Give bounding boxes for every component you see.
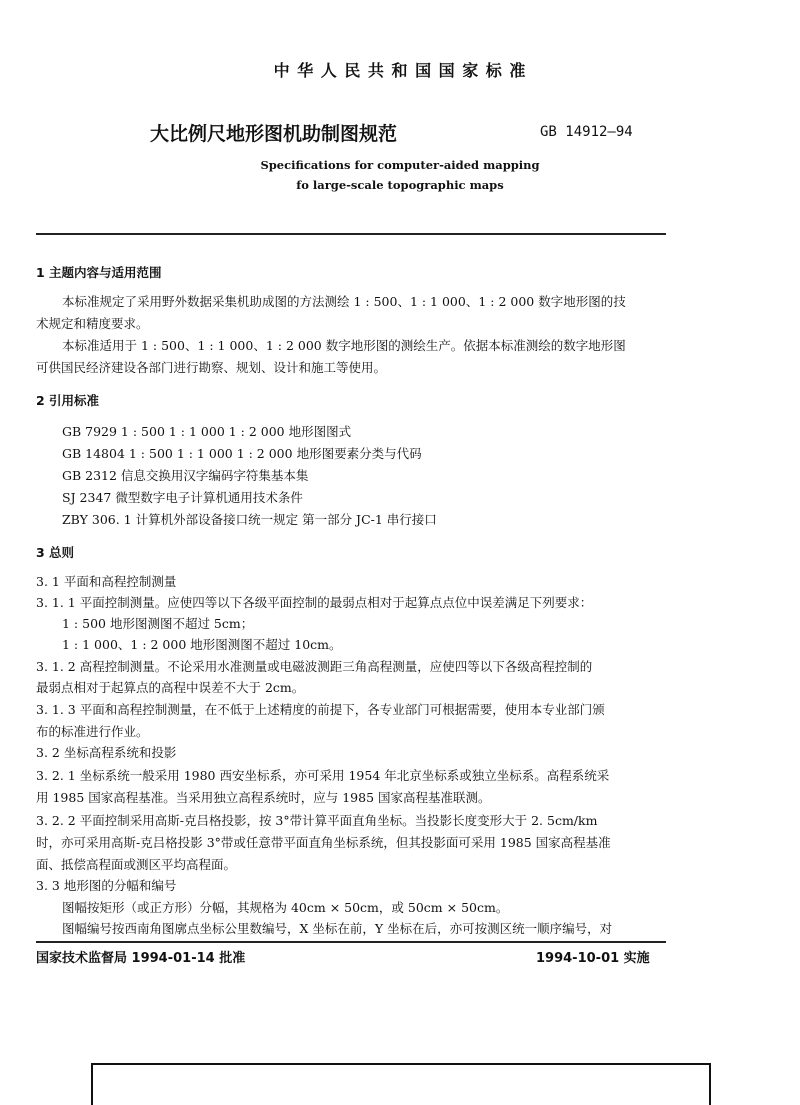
clause-3-2-1-line-2: 用 1985 国家高程基准。当采用独立高程系统时，应与 1985 国家高程基准联测。 (36, 790, 491, 805)
subsection-3-2-heading: 3. 2 坐标高程系统和投影 (36, 745, 177, 760)
clause-3-3-line-2: 图幅编号按西南角图廓点坐标公里数编号，X 坐标在前，Y 坐标在后，亦可按测区统一顺序编号，对 (62, 921, 613, 936)
reference-item: ZBY 306. 1 计算机外部设备接口统一规定 第一部分 JC-1 串行接口 (62, 512, 437, 527)
clause-3-2-2-line-3: 面、抵偿高程面或测区平均高程面。 (36, 857, 237, 872)
implementation-date: 1994-10-01 实施 (536, 951, 650, 966)
clause-3-1-1-line-2: 1 : 500 地形图测图不超过 5cm； (62, 616, 254, 631)
national-standard-label: 中 华 人 民 共 和 国 国 家 标 准 (273, 61, 527, 80)
subsection-3-1-heading: 3. 1 平面和高程控制测量 (36, 574, 177, 589)
paragraph-1-line-1: 本标准规定了采用野外数据采集机助成图的方法测绘 1 : 500、1 : 1 000、1 : 2 000 数字地形图的技 (62, 294, 626, 309)
next-page-frame (91, 1063, 711, 1105)
reference-item: SJ 2347 微型数字电子计算机通用技术条件 (62, 490, 303, 505)
reference-item: GB 14804 1 : 500 1 : 1 000 1 : 2 000 地形图要素分类与代码 (62, 446, 422, 461)
document-title-en-line1: Specifications for computer-aided mapping (260, 158, 540, 172)
section-2-heading: 2 引用标准 (36, 393, 100, 408)
section-3-heading: 3 总则 (36, 545, 75, 560)
document-title-cn: 大比例尺地形图机助制图规范 (150, 123, 398, 145)
reference-item: GB 2312 信息交换用汉字编码字符集基本集 (62, 468, 309, 483)
document-title-en-line2: fo large-scale topographic maps (296, 178, 504, 192)
clause-3-1-2-line-1: 3. 1. 2 高程控制测量。不论采用水准测量或电磁波测距三角高程测量，应使四等以下各级高程控制的 (36, 659, 593, 674)
clause-3-1-3-line-2: 布的标准进行作业。 (36, 724, 149, 739)
clause-3-2-2-line-1: 3. 2. 2 平面控制采用高斯-克吕格投影，按 3°带计算平面直角坐标。当投影长度变形大于 2. 5cm/km (36, 813, 598, 828)
paragraph-2-line-2: 可供国民经济建设各部门进行勘察、规划、设计和施工等使用。 (36, 360, 387, 375)
paragraph-1-line-2: 术规定和精度要求。 (36, 316, 149, 331)
header-divider (36, 233, 666, 235)
clause-3-1-1-line-1: 3. 1. 1 平面控制测量。应使四等以下各级平面控制的最弱点相对于起算点点位中误差满足下列要求： (36, 595, 593, 610)
section-1-heading: 1 主题内容与适用范围 (36, 265, 162, 280)
clause-3-1-3-line-1: 3. 1. 3 平面和高程控制测量，在不低于上述精度的前提下，各专业部门可根据需要，使用本专业部门颁 (36, 702, 605, 717)
paragraph-2-line-1: 本标准适用于 1 : 500、1 : 1 000、1 : 2 000 数字地形图的测绘生产。依据本标准测绘的数字地形图 (62, 338, 626, 353)
reference-item: GB 7929 1 : 500 1 : 1 000 1 : 2 000 地形图图式 (62, 424, 352, 439)
footer-divider (36, 941, 666, 943)
clause-3-1-2-line-2: 最弱点相对于起算点的高程中误差不大于 2cm。 (36, 680, 305, 695)
clause-3-1-1-line-3: 1 : 1 000、1 : 2 000 地形图测图不超过 10cm。 (62, 637, 342, 652)
clause-3-2-1-line-1: 3. 2. 1 坐标系统一般采用 1980 西安坐标系，亦可采用 1954 年北京坐标系或独立坐标系。高程系统采 (36, 768, 610, 783)
clause-3-2-2-line-2: 时，亦可采用高斯-克吕格投影 3°带或任意带平面直角坐标系统，但其投影面可采用 1985 国家高程基准 (36, 835, 611, 850)
clause-3-3-line-1: 图幅按矩形（或正方形）分幅，其规格为 40cm × 50cm，或 50cm × 50cm。 (62, 900, 509, 915)
standard-code: GB 14912—94 (540, 124, 633, 140)
approval-date: 国家技术监督局 1994-01-14 批准 (36, 951, 246, 966)
subsection-3-3-heading: 3. 3 地形图的分幅和编号 (36, 878, 177, 893)
